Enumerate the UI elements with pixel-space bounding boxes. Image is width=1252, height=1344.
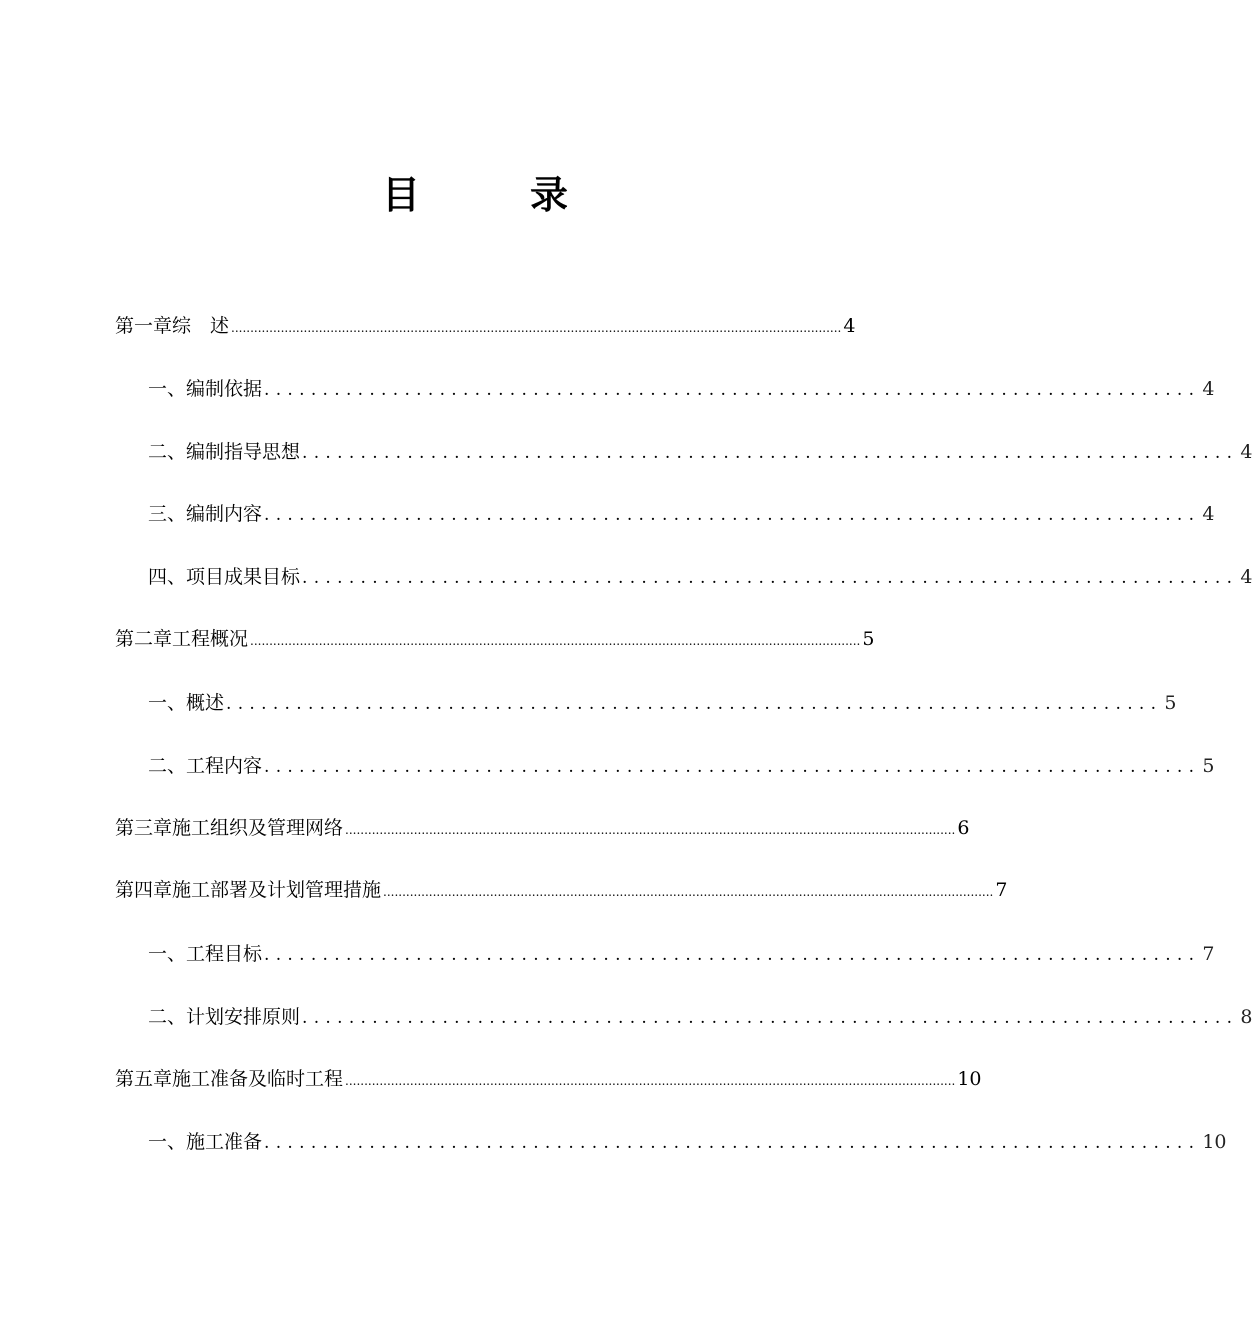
dot-leader: ................................................................................ bbox=[302, 568, 1239, 588]
toc-entry-section[interactable] bbox=[148, 939, 1215, 969]
page-number: 4 bbox=[1240, 566, 1252, 588]
dot-leader: ................................................................................................................................................................ bbox=[345, 823, 956, 837]
dot-leader: ................................................................................ bbox=[264, 1133, 1201, 1153]
chapter-title: 施工部署及计划管理措施 bbox=[172, 879, 382, 901]
page-number: 6 bbox=[957, 817, 970, 839]
toc-entry-section[interactable] bbox=[148, 1127, 1227, 1157]
page-number: 10 bbox=[957, 1068, 982, 1090]
section-title: 一、施工准备 bbox=[148, 1131, 263, 1153]
page-number: 7 bbox=[995, 879, 1008, 901]
section-title: 二、工程内容 bbox=[148, 755, 263, 777]
dot-leader: ................................................................................ bbox=[302, 443, 1239, 463]
section-title: 四、项目成果目标 bbox=[148, 566, 301, 588]
page-number: 5 bbox=[1202, 755, 1215, 777]
chapter-title: 综 述 bbox=[172, 315, 230, 337]
toc-entry-section[interactable] bbox=[148, 562, 1252, 592]
chapter-title: 施工组织及管理网络 bbox=[172, 817, 344, 839]
dot-leader: ................................................................................................................................................................ bbox=[345, 1074, 956, 1088]
page-number: 4 bbox=[1202, 378, 1215, 400]
chapter-title: 工程概况 bbox=[172, 628, 249, 650]
chapter-number: 第二章 bbox=[115, 628, 173, 650]
toc-entry-section[interactable] bbox=[148, 688, 1177, 718]
chapter-number: 第五章 bbox=[115, 1068, 173, 1090]
toc-entry-chapter-4[interactable] bbox=[115, 875, 1008, 905]
toc-entry-section[interactable] bbox=[148, 1002, 1252, 1032]
toc-entry-chapter-2[interactable] bbox=[115, 624, 875, 654]
dot-leader: ................................................................................ bbox=[264, 380, 1201, 400]
toc-title-char-1: 目 bbox=[381, 173, 420, 217]
chapter-number: 第三章 bbox=[115, 817, 173, 839]
dot-leader: ................................................................................ bbox=[302, 1008, 1239, 1028]
section-title: 一、概述 bbox=[148, 692, 225, 714]
chapter-number: 第一章 bbox=[115, 315, 173, 337]
page-number: 8 bbox=[1240, 1006, 1252, 1028]
toc-entry-section[interactable] bbox=[148, 437, 1252, 467]
dot-leader: ................................................................................ bbox=[264, 757, 1201, 777]
toc-title bbox=[0, 172, 950, 218]
chapter-title: 施工准备及临时工程 bbox=[172, 1068, 344, 1090]
toc-entry-chapter-5[interactable] bbox=[115, 1064, 982, 1094]
section-title: 二、编制指导思想 bbox=[148, 441, 301, 463]
section-title: 二、计划安排原则 bbox=[148, 1006, 301, 1028]
page-number: 5 bbox=[862, 628, 875, 650]
chapter-number: 第四章 bbox=[115, 879, 173, 901]
dot-leader: ................................................................................ bbox=[226, 694, 1163, 714]
section-title: 一、编制依据 bbox=[148, 378, 263, 400]
dot-leader: ................................................................................................................................................................ bbox=[383, 885, 994, 899]
toc-entry-chapter-3[interactable] bbox=[115, 813, 970, 843]
page-number: 4 bbox=[1202, 503, 1215, 525]
toc-entry-section[interactable] bbox=[148, 499, 1215, 529]
section-title: 三、编制内容 bbox=[148, 503, 263, 525]
page-number: 7 bbox=[1202, 943, 1215, 965]
dot-leader: ................................................................................................................................................................ bbox=[231, 321, 842, 335]
page-number: 4 bbox=[1240, 441, 1252, 463]
page-number: 5 bbox=[1164, 692, 1177, 714]
toc-title-char-2: 录 bbox=[530, 173, 569, 217]
toc-entry-section[interactable] bbox=[148, 751, 1215, 781]
toc-entry-section[interactable] bbox=[148, 374, 1215, 404]
page-number: 10 bbox=[1202, 1131, 1227, 1153]
section-title: 一、工程目标 bbox=[148, 943, 263, 965]
dot-leader: ................................................................................ bbox=[264, 505, 1201, 525]
dot-leader: ................................................................................ bbox=[264, 945, 1201, 965]
toc-entry-chapter-1[interactable] bbox=[115, 311, 856, 341]
dot-leader: ................................................................................................................................................................ bbox=[250, 634, 861, 648]
page-number: 4 bbox=[843, 315, 856, 337]
